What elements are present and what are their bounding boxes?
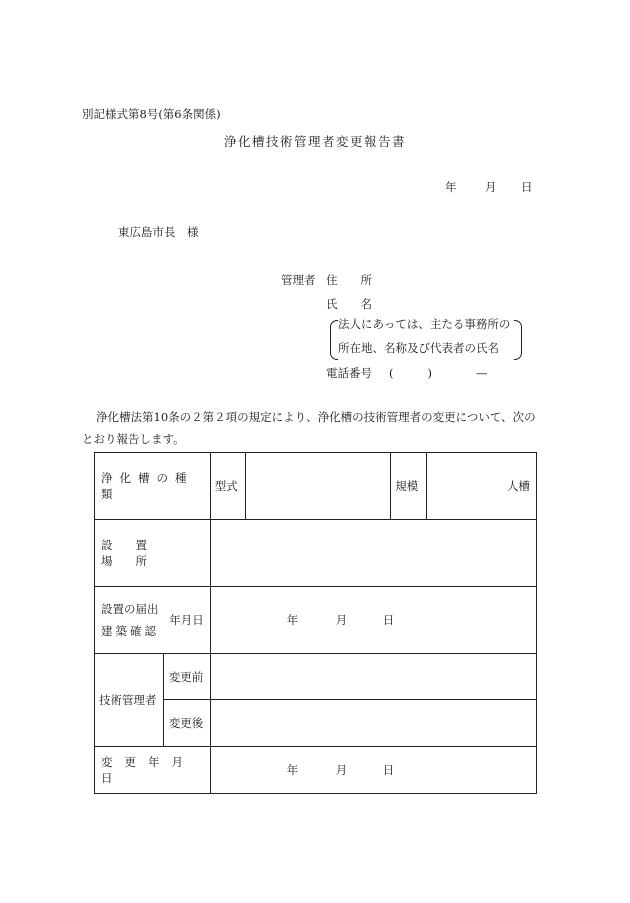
filing-date-label xyxy=(95,587,211,654)
after-field[interactable] xyxy=(210,700,536,747)
filing-day: 日 xyxy=(382,613,395,627)
date-year: 年 xyxy=(445,180,457,194)
bracket-left xyxy=(330,320,338,360)
model-label: 型式 xyxy=(210,453,245,520)
table-row-filing-date xyxy=(95,587,537,654)
form-reference: 別記様式第8号(第6条関係) xyxy=(82,107,221,121)
filing-date-sub: 年月日 xyxy=(169,613,204,627)
date-month: 月 xyxy=(485,180,497,194)
corporate-note-line2: 所在地、名称及び代表者の氏名 xyxy=(338,341,499,355)
address-label: 住 所 xyxy=(326,273,372,287)
table-row-change-date xyxy=(95,747,537,794)
septic-type-text: 浄化槽の種類 xyxy=(101,471,194,501)
model-field[interactable] xyxy=(245,453,391,520)
filing-month: 月 xyxy=(335,613,348,627)
table-row-location xyxy=(95,520,537,587)
table-row-septic-type xyxy=(95,453,537,520)
table-row-manager-before xyxy=(95,654,537,700)
location-label: 設置場所 xyxy=(95,520,211,587)
change-year: 年 xyxy=(286,763,299,777)
report-table xyxy=(94,452,537,794)
date-day: 日 xyxy=(521,180,533,194)
document-title: 浄化槽技術管理者変更報告書 xyxy=(223,134,406,149)
filing-label-1: 設置の届出 xyxy=(101,602,159,616)
phone-paren-close: ) xyxy=(427,366,432,380)
scale-unit[interactable]: 人槽 xyxy=(427,453,537,520)
name-label: 氏 名 xyxy=(326,297,372,311)
change-date-field[interactable] xyxy=(210,747,536,794)
report-date xyxy=(445,179,533,195)
body-text-line2: とおり報告します。 xyxy=(82,432,185,446)
scale-label: 規模 xyxy=(391,453,427,520)
change-day: 日 xyxy=(382,763,395,777)
filing-year: 年 xyxy=(286,613,299,627)
septic-type-label xyxy=(95,453,211,520)
filing-date-field[interactable] xyxy=(210,587,536,654)
phone-dash: — xyxy=(476,366,488,380)
phone-label: 電話番号 xyxy=(326,366,372,380)
change-month: 月 xyxy=(335,763,348,777)
bracket-right xyxy=(514,320,522,360)
before-label: 変更前 xyxy=(163,654,210,700)
before-field[interactable] xyxy=(210,654,536,700)
change-date-label: 変更年月日 xyxy=(95,747,211,794)
manager-label: 管理者 xyxy=(281,273,316,287)
corporate-note-line1: 法人にあっては、主たる事務所の xyxy=(338,317,511,331)
filing-label-2: 建築確認 xyxy=(101,624,159,638)
phone-line xyxy=(326,365,488,381)
addressee: 東広島市長 様 xyxy=(118,225,199,239)
phone-paren-open: ( xyxy=(389,366,394,380)
after-label: 変更後 xyxy=(163,700,210,747)
body-text-line1: 浄化槽法第10条の２第２項の規定により、浄化槽の技術管理者の変更について、次の xyxy=(96,410,536,424)
location-field[interactable] xyxy=(210,520,536,587)
tech-manager-label: 技術管理者 xyxy=(95,654,164,747)
